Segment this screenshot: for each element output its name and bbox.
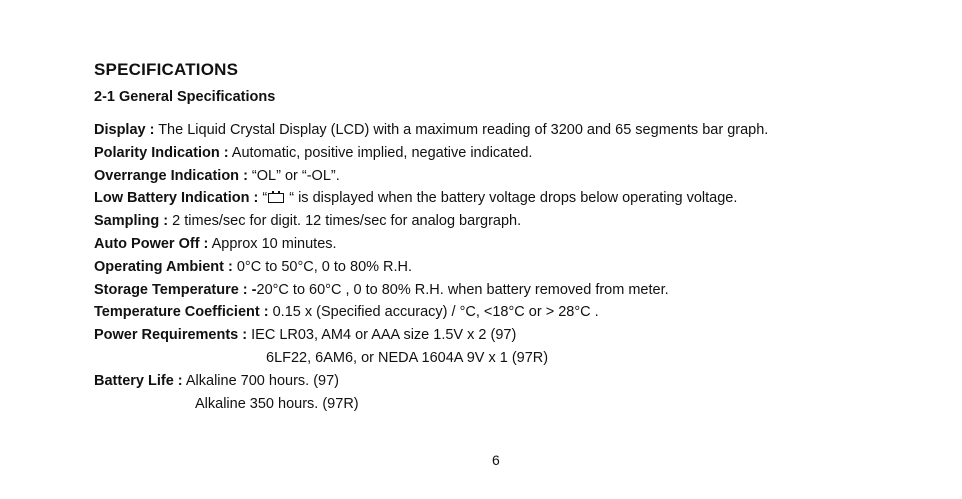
page-number: 6 [492,452,500,468]
spec-battery-life-cont [94,393,934,416]
spec-value: Approx 10 minutes. [208,235,337,252]
section-heading: 2-1 General Specifications [94,89,276,105]
spec-label: Battery Life : [94,372,183,389]
spec-battery-life [94,370,934,393]
spec-low-battery [94,187,934,210]
spec-value: 2 times/sec for digit. 12 times/sec for analog bargraph. [168,213,522,230]
spec-overrange [94,165,934,188]
spec-value: Alkaline 350 hours. (97R) [195,395,359,412]
page-title: SPECIFICATIONS [94,60,239,79]
spec-storage-temperature [94,279,934,302]
spec-operating-ambient [94,256,934,279]
spec-label: Storage Temperature : [94,281,248,298]
spec-value: Automatic, positive implied, negative indicated. [228,144,533,161]
spec-polarity [94,142,934,165]
spec-value-before: “ [258,190,268,207]
spec-value: 0°C to 50°C, 0 to 80% R.H. [232,258,413,275]
spec-value-sign: - [247,281,257,298]
spec-power-requirements [94,324,934,347]
spec-label: Temperature Coefficient : [94,304,269,321]
spec-label: Low Battery Indication : [94,190,259,207]
spec-label: Sampling : [94,213,169,230]
spec-value: IEC LR03, AM4 or AAA size 1.5V x 2 (97) [247,327,517,344]
spec-power-requirements-cont [94,347,934,370]
spec-value: Alkaline 700 hours. (97) [182,372,340,389]
spec-label: Polarity Indication : [94,144,229,161]
spec-display [94,119,934,142]
spec-label: Auto Power Off : [94,235,209,252]
spec-value: “OL” or “-OL”. [247,167,340,184]
spec-sampling [94,210,934,233]
spec-label: Operating Ambient : [94,258,233,275]
spec-label: Display : [94,122,155,138]
spec-value: The Liquid Crystal Display (LCD) with a maximum reading of 3200 and 65 segments bar graph. [154,122,769,138]
spec-list [94,119,934,415]
spec-value-after: “ is displayed when the battery voltage drops below operating voltage. [285,190,738,207]
spec-value: 20°C to 60°C , 0 to 80% R.H. when battery removed from meter. [256,281,669,298]
spec-label: Overrange Indication : [94,167,248,184]
spec-value: 0.15 x (Specified accuracy) / °C, <18°C or > 28°C . [268,304,599,321]
spec-value: 6LF22, 6AM6, or NEDA 1604A 9V x 1 (97R) [266,349,549,366]
spec-label: Power Requirements : [94,327,248,344]
spec-temperature-coefficient [94,301,934,324]
spec-auto-power-off [94,233,934,256]
battery-icon [268,193,284,203]
